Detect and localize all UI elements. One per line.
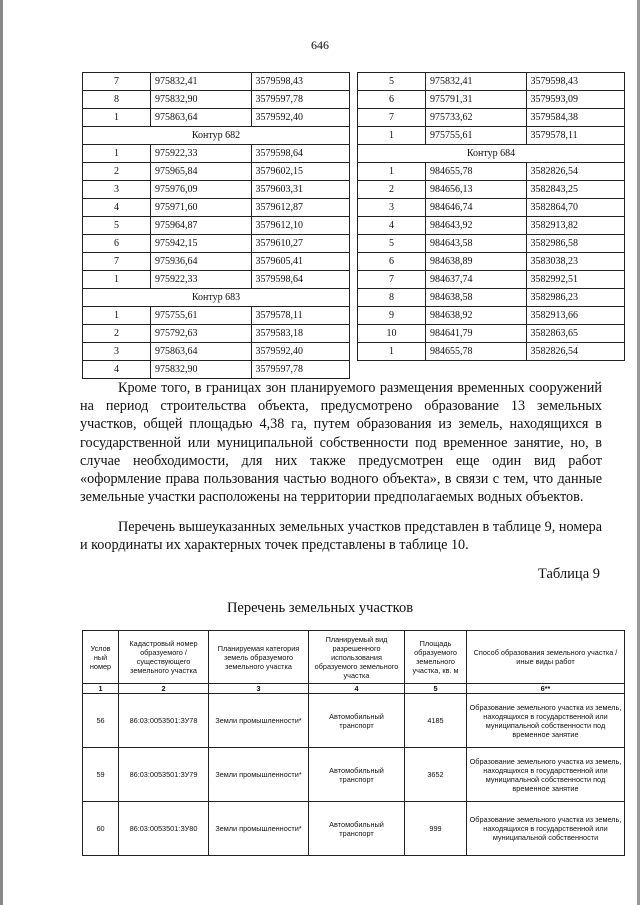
coordinate-x: 975733,62 — [426, 109, 527, 127]
table-row — [83, 802, 625, 856]
permitted-use: Автомобильный транспорт — [309, 748, 405, 802]
coordinate-row — [83, 361, 350, 379]
point-number: 6 — [83, 235, 151, 253]
point-number: 9 — [358, 307, 426, 325]
coordinate-x: 975936,64 — [151, 253, 252, 271]
coordinates-table-right — [357, 72, 625, 361]
coordinate-x: 975965,84 — [151, 163, 252, 181]
coordinate-x: 975863,64 — [151, 109, 252, 127]
coordinate-x: 975832,41 — [426, 73, 527, 91]
land-category: Земли промышленности* — [209, 802, 309, 856]
column-number: 6** — [467, 684, 625, 694]
scan-edge-left — [0, 0, 3, 905]
coordinates-table-left — [82, 72, 350, 379]
column-header: Кадастровый номер образуемого /существующего земельного участка — [119, 631, 209, 684]
coordinate-row — [83, 91, 350, 109]
cadastral-number: 86:03:0053501:ЗУ80 — [119, 802, 209, 856]
coordinate-y: 3579602,15 — [251, 163, 349, 181]
column-header: Способ образования земельного участка / иные виды работ — [467, 631, 625, 684]
point-number: 3 — [358, 199, 426, 217]
point-number: 2 — [83, 163, 151, 181]
page-number: 646 — [311, 38, 329, 52]
coordinate-x: 984638,92 — [426, 307, 527, 325]
point-number: 6 — [358, 91, 426, 109]
coordinate-y: 3579592,40 — [251, 109, 349, 127]
land-plots-table — [82, 630, 625, 856]
coordinate-y: 3579578,11 — [526, 127, 624, 145]
point-number: 3 — [83, 343, 151, 361]
coordinate-y: 3579603,31 — [251, 181, 349, 199]
coordinate-y: 3582992,51 — [526, 271, 624, 289]
coordinate-y: 3579605,41 — [251, 253, 349, 271]
coordinate-row — [83, 109, 350, 127]
formation-method: Образование земельного участка из земель, находящихся в государственной или муниципальной собственности под временное занятие — [467, 748, 625, 802]
coordinate-row — [358, 289, 625, 307]
plot-number: 56 — [83, 694, 119, 748]
body-paragraph: Перечень вышеуказанных земельных участков представлен в таблице 9, номера и координаты их характерных точек представлены в таблице 10. — [80, 519, 602, 554]
column-number: 3 — [209, 684, 309, 694]
point-number: 2 — [83, 325, 151, 343]
coordinate-row — [358, 235, 625, 253]
table-row — [83, 748, 625, 802]
point-number: 4 — [83, 361, 151, 379]
coordinate-x: 975755,61 — [426, 127, 527, 145]
coordinate-x: 984638,89 — [426, 253, 527, 271]
coordinate-y: 3579612,10 — [251, 217, 349, 235]
coordinate-row — [83, 253, 350, 271]
coordinate-row — [358, 109, 625, 127]
coordinate-row — [358, 325, 625, 343]
coordinate-row — [83, 343, 350, 361]
coordinate-x: 984646,74 — [426, 199, 527, 217]
coordinate-x: 975863,64 — [151, 343, 252, 361]
point-number: 7 — [358, 271, 426, 289]
coordinate-row — [83, 235, 350, 253]
cadastral-number: 86:03:0053501:ЗУ79 — [119, 748, 209, 802]
column-header: Планируемая категория земель образуемого земельного участка — [209, 631, 309, 684]
point-number: 1 — [358, 127, 426, 145]
coordinate-y: 3582843,25 — [526, 181, 624, 199]
point-number: 4 — [83, 199, 151, 217]
coordinate-x: 975792,63 — [151, 325, 252, 343]
coordinate-x: 975964,87 — [151, 217, 252, 235]
body-paragraph: Кроме того, в границах зон планируемого размещения временных сооружений на период строительства объекта, предусмотрено образование 13 земельных участков, общей площадью 4,38 га, путем образования из земель, находящихся в государственной или муниципальной собственности под временное занятие, но, в случае необходимости, для них также предусмотрен еще один вид работ «оформление права пользования частью водного объекта», в связи с тем, что данные земельные участки расположены на территории предполагаемых водных объектов. — [80, 380, 602, 506]
plot-area: 999 — [405, 802, 467, 856]
formation-method: Образование земельного участка из земель, находящихся в государственной или муниципальной собственности под временное занятие — [467, 694, 625, 748]
coordinate-x: 975832,41 — [151, 73, 252, 91]
coordinate-x: 984655,78 — [426, 163, 527, 181]
coordinate-row — [358, 253, 625, 271]
coordinate-row — [83, 271, 350, 289]
point-number: 5 — [358, 235, 426, 253]
coordinate-y: 3579597,78 — [251, 91, 349, 109]
coordinate-row — [83, 163, 350, 181]
contour-header-row — [83, 289, 350, 307]
table-row — [83, 694, 625, 748]
coordinate-row — [358, 73, 625, 91]
coordinate-row — [83, 217, 350, 235]
coordinate-x: 975971,60 — [151, 199, 252, 217]
coordinate-y: 3579583,18 — [251, 325, 349, 343]
coordinate-y: 3582986,23 — [526, 289, 624, 307]
column-header: Планируемый вид разрешенного использования образуемого земельного участка — [309, 631, 405, 684]
coordinate-row — [83, 145, 350, 163]
point-number: 3 — [83, 181, 151, 199]
land-category: Земли промышленности* — [209, 748, 309, 802]
permitted-use: Автомобильный транспорт — [309, 694, 405, 748]
column-header: Площадь образуемого земельного участка, кв. м — [405, 631, 467, 684]
coordinate-row — [358, 343, 625, 361]
table-header-row — [83, 631, 625, 684]
coordinate-y: 3579598,64 — [251, 145, 349, 163]
coordinate-x: 984643,92 — [426, 217, 527, 235]
column-number-row — [83, 684, 625, 694]
coordinate-y: 3579593,09 — [526, 91, 624, 109]
point-number: 10 — [358, 325, 426, 343]
column-number: 1 — [83, 684, 119, 694]
contour-header-row — [358, 145, 625, 163]
point-number: 7 — [83, 253, 151, 271]
coordinate-row — [358, 91, 625, 109]
contour-label: Контур 683 — [83, 289, 350, 307]
point-number: 1 — [83, 109, 151, 127]
point-number: 7 — [358, 109, 426, 127]
coordinate-y: 3579597,78 — [251, 361, 349, 379]
point-number: 5 — [83, 217, 151, 235]
table-caption: Таблица 9 — [537, 566, 600, 582]
coordinate-x: 975832,90 — [151, 361, 252, 379]
contour-label: Контур 684 — [358, 145, 625, 163]
coordinate-y: 3582986,58 — [526, 235, 624, 253]
coordinate-x: 975755,61 — [151, 307, 252, 325]
coordinate-row — [358, 217, 625, 235]
point-number: 8 — [83, 91, 151, 109]
plot-number: 59 — [83, 748, 119, 802]
column-number: 2 — [119, 684, 209, 694]
column-number: 4 — [309, 684, 405, 694]
coordinate-y: 3582864,70 — [526, 199, 624, 217]
coordinate-y: 3579592,40 — [251, 343, 349, 361]
permitted-use: Автомобильный транспорт — [309, 802, 405, 856]
coordinate-y: 3579578,11 — [251, 307, 349, 325]
contour-header-row — [83, 127, 350, 145]
column-header: Услов ный номер — [83, 631, 119, 684]
contour-label: Контур 682 — [83, 127, 350, 145]
coordinate-row — [83, 73, 350, 91]
plot-number: 60 — [83, 802, 119, 856]
coordinate-x: 975942,15 — [151, 235, 252, 253]
coordinate-x: 975791,31 — [426, 91, 527, 109]
coordinate-y: 3582913,66 — [526, 307, 624, 325]
plot-area: 3652 — [405, 748, 467, 802]
point-number: 5 — [358, 73, 426, 91]
coordinate-row — [358, 163, 625, 181]
coordinate-y: 3582863,65 — [526, 325, 624, 343]
point-number: 2 — [358, 181, 426, 199]
coordinate-y: 3579584,38 — [526, 109, 624, 127]
coordinate-y: 3582913,82 — [526, 217, 624, 235]
coordinate-y: 3579598,43 — [526, 73, 624, 91]
coordinate-y: 3579598,43 — [251, 73, 349, 91]
coordinate-y: 3582826,54 — [526, 343, 624, 361]
point-number: 1 — [83, 145, 151, 163]
coordinate-row — [83, 325, 350, 343]
coordinate-row — [358, 199, 625, 217]
coordinate-y: 3579612,87 — [251, 199, 349, 217]
coordinate-x: 984655,78 — [426, 343, 527, 361]
coordinate-x: 975922,33 — [151, 271, 252, 289]
coordinate-row — [358, 307, 625, 325]
coordinate-x: 984656,13 — [426, 181, 527, 199]
coordinate-x: 975922,33 — [151, 145, 252, 163]
point-number: 1 — [358, 343, 426, 361]
coordinate-y: 3579610,27 — [251, 235, 349, 253]
coordinate-y: 3583038,23 — [526, 253, 624, 271]
cadastral-number: 86:03:0053501:ЗУ78 — [119, 694, 209, 748]
point-number: 1 — [358, 163, 426, 181]
coordinate-y: 3582826,54 — [526, 163, 624, 181]
table-title: Перечень земельных участков — [226, 600, 414, 616]
point-number: 4 — [358, 217, 426, 235]
point-number: 1 — [83, 271, 151, 289]
coordinate-row — [358, 181, 625, 199]
coordinate-x: 984641,79 — [426, 325, 527, 343]
coordinate-row — [83, 181, 350, 199]
coordinate-x: 984637,74 — [426, 271, 527, 289]
coordinate-row — [83, 199, 350, 217]
point-number: 7 — [83, 73, 151, 91]
point-number: 6 — [358, 253, 426, 271]
coordinate-row — [358, 127, 625, 145]
coordinate-row — [83, 307, 350, 325]
coordinate-x: 975976,09 — [151, 181, 252, 199]
land-category: Земли промышленности* — [209, 694, 309, 748]
plot-area: 4185 — [405, 694, 467, 748]
point-number: 8 — [358, 289, 426, 307]
coordinate-row — [358, 271, 625, 289]
coordinate-x: 975832,90 — [151, 91, 252, 109]
column-number: 5 — [405, 684, 467, 694]
formation-method: Образование земельного участка из земель, находящихся в государственной или муниципальной собственности — [467, 802, 625, 856]
coordinate-x: 984643,58 — [426, 235, 527, 253]
coordinate-x: 984638,58 — [426, 289, 527, 307]
point-number: 1 — [83, 307, 151, 325]
coordinate-y: 3579598,64 — [251, 271, 349, 289]
